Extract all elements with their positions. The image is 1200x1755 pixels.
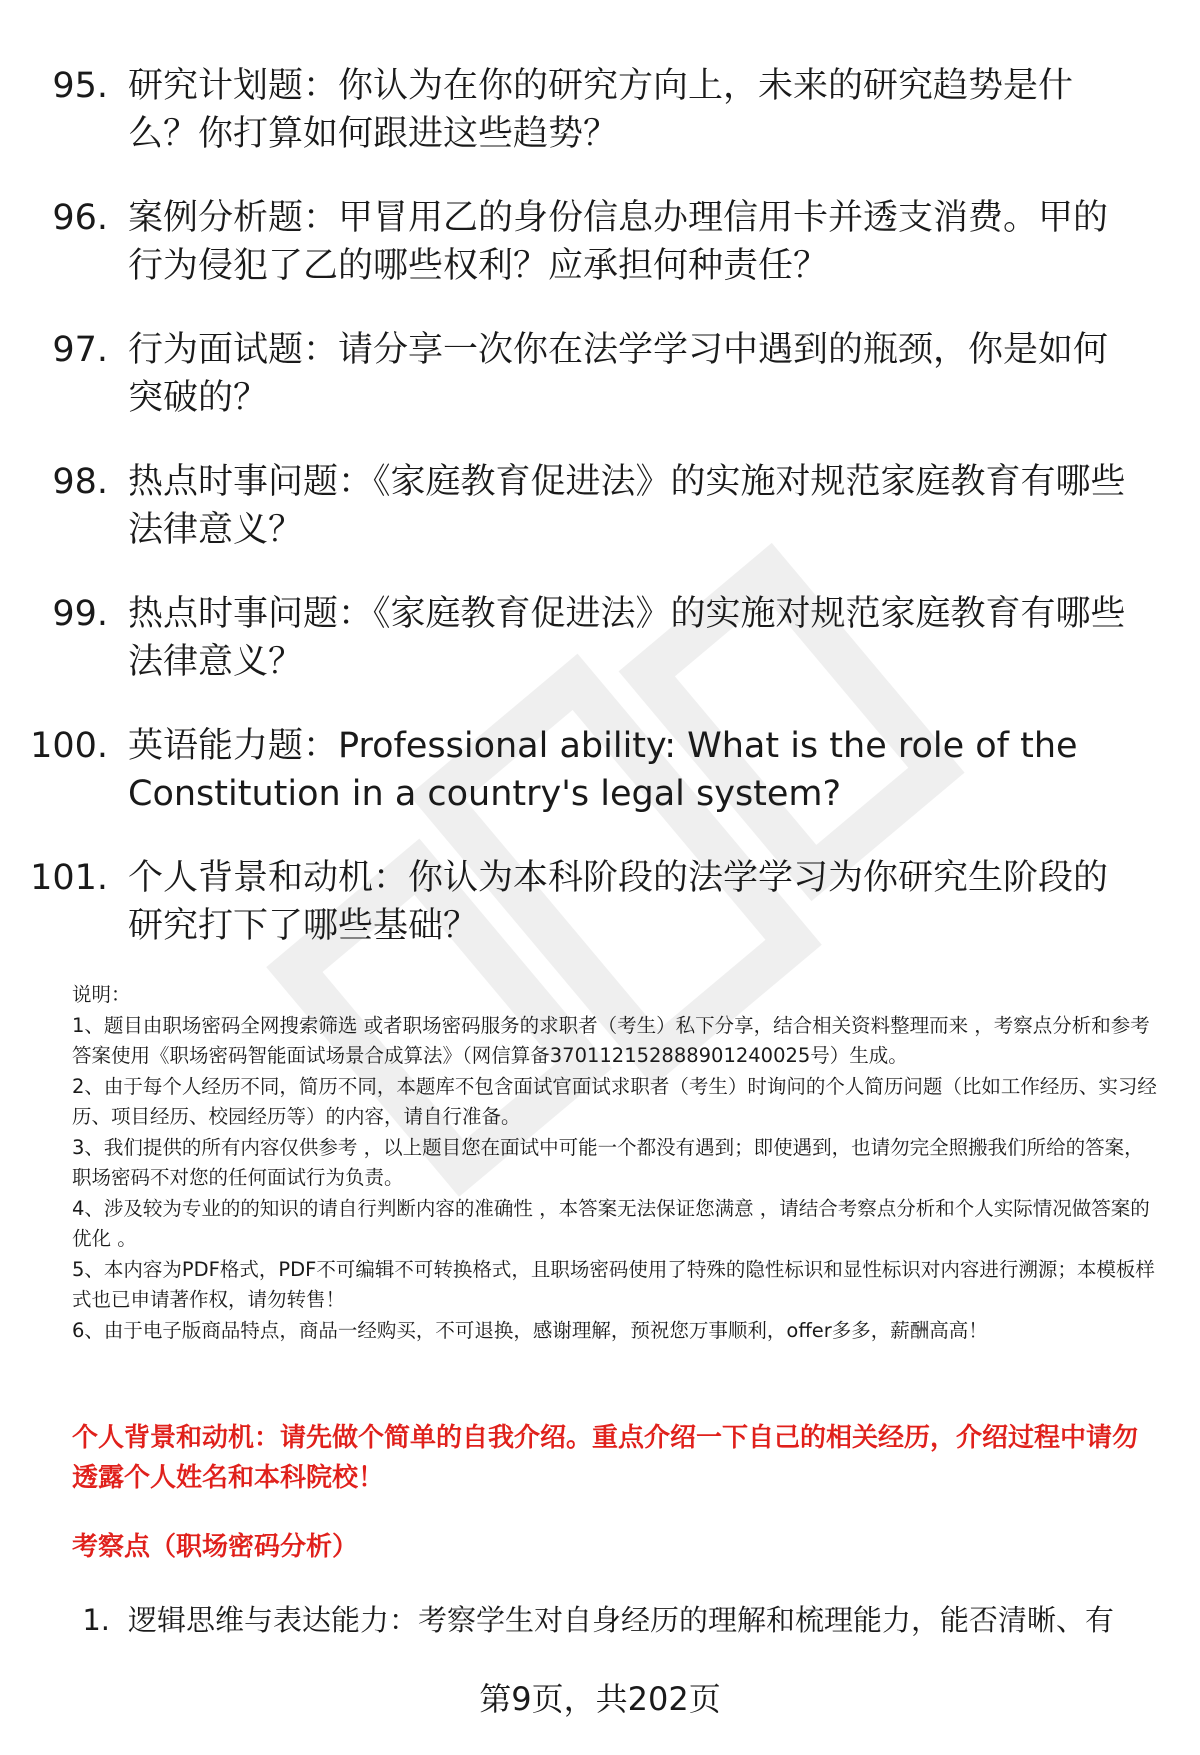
question-number: 99. — [52, 594, 108, 634]
question-number: 101. — [30, 858, 108, 898]
analysis-point — [0, 1598, 1200, 1642]
question-number: 96. — [52, 198, 108, 238]
question-item — [0, 194, 1200, 290]
note-item: 3、我们提供的所有内容仅供参考 ，以上题目您在面试中可能一个都没有遇到；即使遇到，也请勿完全照搬我们所给的答案，职场密码不对您的任何面试行为负责。 — [72, 1135, 1144, 1189]
note-item: 1、题目由职场密码全网搜索筛选 或者职场密码服务的求职者（考生）私下分享，结合相关资料整理而来 ，考察点分析和参考答案使用《职场密码智能面试场景合成算法》（网信算备370112152888901240025号）生成。 — [72, 1013, 1150, 1067]
question-item — [0, 590, 1200, 686]
notes-section — [72, 980, 1158, 1346]
question-item — [0, 854, 1200, 950]
question-item — [0, 326, 1200, 422]
question-number: 95. — [52, 66, 108, 106]
question-text: 研究计划题：你认为在你的研究方向上，未来的研究趋势是什么？你打算如何跟进这些趋势？ — [128, 66, 1074, 154]
question-number: 97. — [52, 330, 108, 370]
note-item: 4、涉及较为专业的的知识的请自行判断内容的准确性 ，本答案无法保证您满意 ，请结合考察点分析和个人实际情况做答案的优化 。 — [72, 1196, 1150, 1250]
note-item: 6、由于电子版商品特点，商品一经购买，不可退换，感谢理解，预祝您万事顺利，offer多多，薪酬高高！ — [72, 1318, 988, 1342]
notes-title: 说明： — [72, 983, 131, 1006]
question-text: 案例分析题：甲冒用乙的身份信息办理信用卡并透支消费。甲的行为侵犯了乙的哪些权利？应承担何种责任？ — [128, 198, 1109, 286]
question-text: 热点时事问题：《家庭教育促进法》的实施对规范家庭教育有哪些法律意义？ — [128, 462, 1126, 550]
question-number: 100. — [30, 726, 108, 766]
question-text: 英语能力题：Professional ability: What is the role of the Constitution in a country's legal system? — [128, 726, 1078, 814]
question-number: 98. — [52, 462, 108, 502]
note-item: 2、由于每个人经历不同，简历不同，本题库不包含面试官面试求职者（考生）时询问的个人简历问题（比如工作经历、实习经历、项目经历、校园经历等）的内容，请自行准备。 — [72, 1074, 1157, 1128]
point-number: 1. — [82, 1603, 110, 1637]
question-item — [0, 62, 1200, 158]
page-footer: 第9页，共202页 — [479, 1680, 721, 1718]
question-text: 个人背景和动机：你认为本科阶段的法学学习为你研究生阶段的研究打下了哪些基础？ — [128, 858, 1109, 946]
question-text: 行为面试题：请分享一次你在法学学习中遇到的瓶颈，你是如何突破的？ — [128, 330, 1109, 418]
note-item: 5、本内容为PDF格式，PDF不可编辑不可转换格式，且职场密码使用了特殊的隐性标识和显性标识对内容进行溯源；本模板样式也已申请著作权，请勿转售！ — [72, 1257, 1155, 1311]
section-subheading: 考察点（职场密码分析） — [72, 1532, 359, 1562]
question-list — [0, 62, 1200, 986]
question-item — [0, 722, 1200, 818]
question-text: 热点时事问题：《家庭教育促进法》的实施对规范家庭教育有哪些法律意义？ — [128, 594, 1126, 682]
section-heading: 个人背景和动机：请先做个简单的自我介绍。重点介绍一下自己的相关经历，介绍过程中请勿透露个人姓名和本科院校！ — [72, 1423, 1139, 1493]
point-text: 逻辑思维与表达能力：考察学生对自身经历的理解和梳理能力，能否清晰、有 — [128, 1603, 1115, 1637]
question-item — [0, 458, 1200, 554]
